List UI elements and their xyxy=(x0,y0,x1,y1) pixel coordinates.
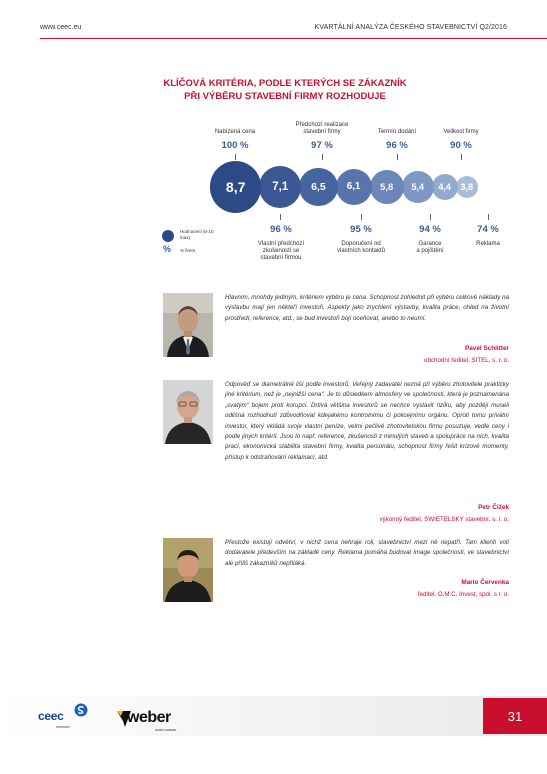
quote-2-role: výkonný ředitel, SWIETELSKY stavební, s. r. o. xyxy=(379,516,509,523)
tick-top-2 xyxy=(322,154,323,160)
quote-1-name: Pavel Schlitter xyxy=(464,345,509,352)
tick-bottom-3 xyxy=(430,214,431,220)
pct-termin-dodani: 96 % xyxy=(386,140,408,151)
bubble-6: 5,4 xyxy=(402,171,434,203)
quote-2-text: Odpověď se diametrálně liší podle investorů. Veřejný zadavatel nezná při výběru zhotovitele prakticky jiné kritérium, než je „nejnižší cena“. Je to důsledkem atmosféry ve společnosti, která je poznamenána „svatým“ bojem proti korupci. Drtivá většina investorů se nechce vystavit riziku, aby později museli odlišná rozhodnutí zdůvodňovat kdejakému kontrolnímu či policejnímu orgánu. Oproti tomu privátní investor, který vkládá svoje vlastní peníze, velmi pečlivě zhotovitelskou firmu posuzuje, vedle ceny i podle jiných kritérií. Jsou to např. reference, zkušenosti z minulých staveb a spolupráce na nich, kvalita prací, ekonomická stabilita stavební firmy, kvalita personálu, schopnost firmy řešit krizové momenty, přístup k odstraňování reklamací, atd. xyxy=(225,381,509,461)
pct-doporuceni: 95 % xyxy=(350,224,372,235)
bubble-3: 6,5 xyxy=(299,168,337,206)
weber-logo-word: weber xyxy=(127,709,171,726)
legend-score-label: Hodnocení (0-10 max) xyxy=(180,229,214,240)
label-termin-dodani: Termín dodání xyxy=(377,129,417,135)
header-url[interactable]: www.ceec.eu xyxy=(40,24,82,31)
portrait-3-image xyxy=(163,538,213,602)
bubble-2: 7,1 xyxy=(259,166,301,208)
weber-logo-sub: SAINT-GOBAIN xyxy=(155,728,177,732)
tick-bottom-1 xyxy=(280,214,281,220)
quote-1-role: obchodní ředitel, SITEL, s. r. o. xyxy=(424,357,509,364)
bubble-chart xyxy=(0,0,547,280)
pct-nabizena-cena: 100 % xyxy=(221,140,249,151)
ceec-logo-icon xyxy=(74,703,88,717)
tick-top-1 xyxy=(235,154,236,160)
portrait-2-image xyxy=(163,380,213,444)
bubble-5: 5,8 xyxy=(370,170,404,204)
quote-3-name: Mario Červenka xyxy=(461,579,509,586)
pct-garance: 94 % xyxy=(419,224,441,235)
bubble-8: 3,8 xyxy=(456,176,478,198)
tick-bottom-2 xyxy=(361,214,362,220)
quote-2 xyxy=(163,380,509,530)
ceec-logo-sub: research xyxy=(56,725,70,729)
label-velikost-firmy: Velikost firmy xyxy=(443,129,479,135)
photo-petr-cizek xyxy=(163,380,213,444)
ceec-logo-word: ceec xyxy=(38,709,64,723)
quote-3 xyxy=(163,538,509,608)
quote-3-role: ředitel, O.M.C. Invest, spol. s r. o. xyxy=(417,591,509,598)
pct-velikost-firmy: 90 % xyxy=(450,140,472,151)
chart-title-line1: KLÍČOVÁ KRITÉRIA, PODLE KTERÝCH SE ZÁKAZNÍK xyxy=(163,78,407,89)
photo-mario-cervenka xyxy=(163,538,213,602)
label-predchozi-realizace: Předchozí realizace stavební firmy xyxy=(295,122,349,135)
bubble-1: 8,7 xyxy=(210,161,261,212)
label-garance: Garance a pojištění xyxy=(416,241,444,254)
tick-top-3 xyxy=(397,154,398,160)
legend-score-dot xyxy=(162,230,174,242)
label-nabizena-cena: Nabízená cena xyxy=(214,129,256,135)
pct-vlastni-zkusenosti: 96 % xyxy=(270,224,292,235)
tick-top-4 xyxy=(461,154,462,160)
label-reklama: Reklama xyxy=(476,241,500,247)
pct-reklama: 74 % xyxy=(477,224,499,235)
quote-1 xyxy=(163,293,509,373)
photo-pavel-schlitter xyxy=(163,293,213,357)
page-number: 31 xyxy=(483,698,547,734)
legend-pct-label: % firem xyxy=(180,248,196,253)
pct-predchozi-realizace: 97 % xyxy=(311,140,333,151)
header-title: KVARTÁLNÍ ANALÝZA ČESKÉHO STAVEBNICTVÍ Q2/2016 xyxy=(314,24,507,31)
quote-3-text: Přestože existují odvětví, v nichž cena nehraje roli, stavebnictví mezi ně nepatří. Tam klienti volí dodavatele především na základě ceny. Reklama pomáhá budovat image společnosti, ve stavebnictví ale příliš zákazníků nepřiláká. xyxy=(225,539,509,567)
portrait-1-image xyxy=(163,293,213,357)
tick-bottom-4 xyxy=(488,214,489,220)
chart-title-line2: PŘI VÝBĚRU STAVEBNÍ FIRMY ROZHODUJE xyxy=(184,91,386,102)
quote-2-name: Petr Čížek xyxy=(478,504,509,511)
label-vlastni-zkusenosti: Vlastní předchozí zkušenosti se stavební firmou xyxy=(257,241,305,261)
bubble-7: 4,4 xyxy=(432,174,458,200)
bubble-4: 6,1 xyxy=(336,169,372,205)
label-doporuceni: Doporučení od vlastních kontaktů xyxy=(336,241,386,254)
quote-1-text: Hlavním, mnohdy jediným, kritériem výběru je cena. Schopnost zohlednit při výběru celkové náklady na výstavbu mají jen někteří investoři. Aspekty jako zrychlení výstavby, kvalita práce, ohled na životní prostředí, reference, atd., se bud investoři bojí oceňovat, anebo to neumí. xyxy=(225,294,509,322)
legend-pct-symbol: % xyxy=(163,244,172,254)
